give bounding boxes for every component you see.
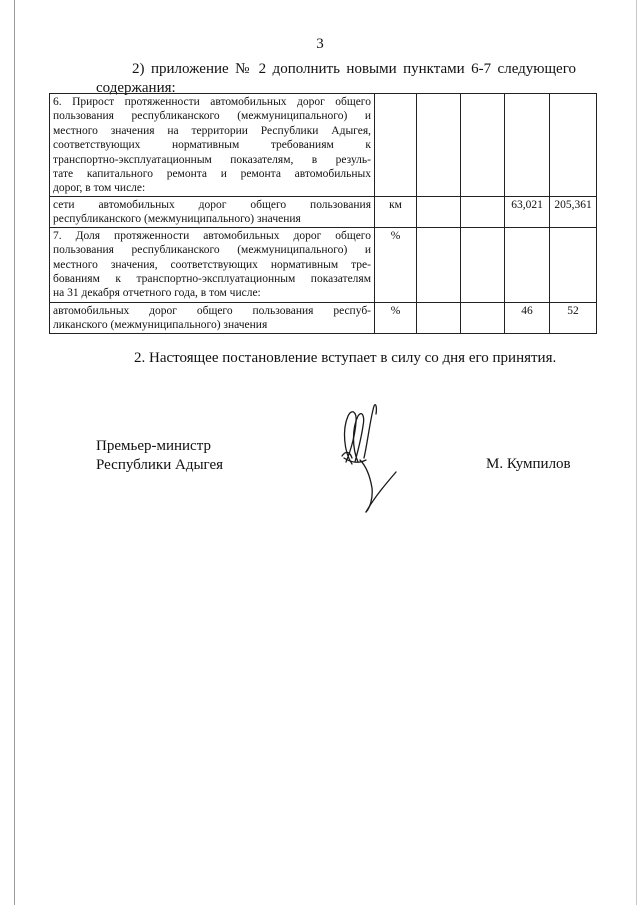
indicator-text-cell [50,94,375,197]
text-line: сети автомобильных дорог общего пользования [53,199,371,211]
value-cell [461,227,505,302]
value-cell [505,227,550,302]
text-line: тате капитального ремонта и ремонта автомобильных [53,168,371,181]
value-cell [417,94,461,197]
table-row [50,197,597,228]
value-cell: 63,021 [505,197,550,228]
indicators-table [49,93,597,334]
text-line: 7. Доля протяженности автомобильных дорог общего [53,229,371,242]
signatory-title-line-2: Республики Адыгея [96,457,224,473]
text-line: ликанского (межмуниципального) значения [53,319,268,332]
value-cell [461,302,505,333]
page-edge-left [14,0,15,905]
table-row [50,302,597,333]
text-line: пользования республиканского (межмуниципального) и [53,110,371,123]
table-row [50,227,597,302]
value-cell: 205,361 [550,197,597,228]
text-line: местного значения на территории Республики Адыгея, [53,124,371,137]
value-cell [417,302,461,333]
indicator-text-cell [50,302,375,333]
value-cell: 52 [550,302,597,333]
indicator-text-cell [50,197,375,228]
value-cell [417,227,461,302]
signatory-title-line-1: Премьер-министр [96,438,211,454]
text-line: на 31 декабря отчетного года, в том числе: [53,287,261,300]
unit-cell: % [375,302,417,333]
value-cell [505,94,550,197]
value-cell [550,94,597,197]
signatory-name: М. Кумпилов [486,456,571,472]
unit-cell: км [375,197,417,228]
page-number: 3 [316,36,324,52]
value-cell [550,227,597,302]
text-line: автомобильных дорог общего пользования респуб- [53,304,371,317]
value-cell [417,197,461,228]
value-cell: 46 [505,302,550,333]
text-line: бованиям к транспортно-эксплуатационным показателям [53,273,371,286]
signatory-title [96,437,223,475]
intro-line-1: 2) приложение № 2 дополнить новыми пунктами 6-7 следующего [132,61,576,77]
effective-date-clause: 2. Настоящее постановление вступает в силу со дня его принятия. [134,350,557,366]
value-cell [461,197,505,228]
table-row [50,94,597,197]
text-line: пользования республиканского (межмуниципального) и [53,244,371,257]
unit-cell [375,94,417,197]
text-line: 6. Прирост протяженности автомобильных дорог общего [53,96,371,108]
text-line: соответствующих нормативным требованиям к [53,139,371,152]
indicator-text-cell [50,227,375,302]
text-line: местного значения, соответствующих нормативным тре- [53,258,371,271]
text-line: дорог, в том числе: [53,182,146,195]
text-line: транспортно-эксплуатационным показателям, в резуль- [53,153,371,166]
intro-line-2: содержания: [96,80,176,96]
handwritten-signature-icon [330,400,400,515]
value-cell [461,94,505,197]
page-edge-right [636,0,637,905]
unit-cell: % [375,227,417,302]
text-line: республиканского (межмуниципального) значения [53,213,301,226]
